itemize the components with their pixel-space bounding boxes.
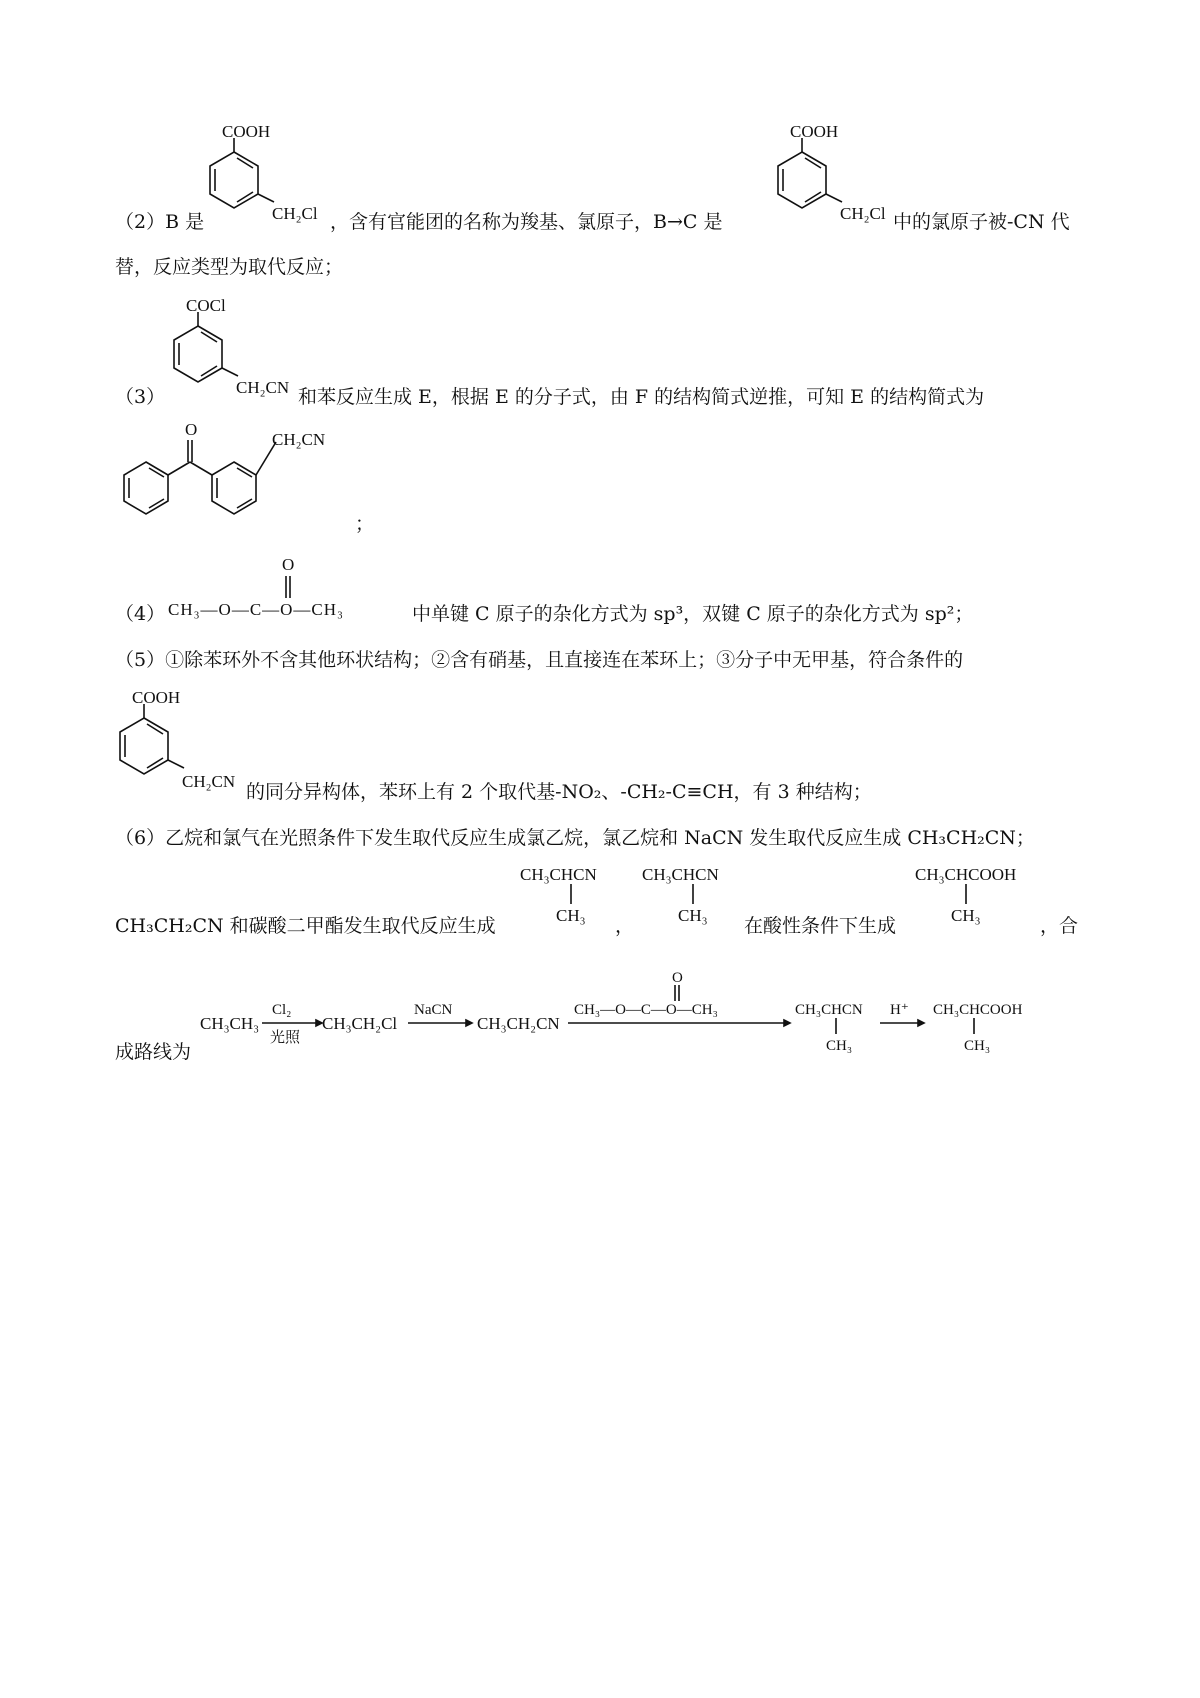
q4-carbonyl-o: O <box>282 555 295 574</box>
q2-line2: 替，反应类型为取代反应； <box>115 256 344 278</box>
q6-prodC-bond <box>963 884 969 906</box>
route-s5-bond <box>971 1018 977 1036</box>
q5-text: 的同分异构体，苯环上有 2 个取代基-NO₂、-CH₂-C≡CH，有 3 种结构； <box>246 781 872 803</box>
route-a2-top: NaCN <box>414 1002 453 1018</box>
q2-c-benzene-ring <box>758 138 848 218</box>
q6-prodA-bottom: CH₃ <box>556 906 586 925</box>
q3-cocl: COCl <box>186 296 226 315</box>
route-s5-top: CH₃CHCOOH <box>933 1002 1023 1018</box>
q2-tail: 中的氯原子被-CN 代 <box>893 211 1070 233</box>
route-arrow-4 <box>880 1018 924 1028</box>
route-a3-top: CH₃—O—C—O—CH₃ <box>574 1002 718 1018</box>
q3-text: 和苯反应生成 E，根据 E 的分子式，由 F 的结构简式逆推，可知 E 的结构简式为 <box>298 386 985 408</box>
route-s4-top: CH₃CHCN <box>795 1002 863 1018</box>
q4-double-bond <box>282 574 302 600</box>
q6-line1: （6）乙烷和氯气在光照条件下发生取代反应生成氯乙烷，氯乙烷和 NaCN 发生取代反应生成 CH₃CH₂CN； <box>115 827 1035 849</box>
q5-benzene-ring <box>100 704 190 784</box>
route-s4-bond <box>833 1018 839 1036</box>
q6-prodB-top: CH₃CHCN <box>642 865 719 884</box>
q5-line1: （5）①除苯环外不含其他环状结构；②含有硝基，且直接连在苯环上；③分子中无甲基，符合条件的 <box>115 649 964 671</box>
q2-b-ch2cl: CH₂Cl <box>272 204 318 223</box>
q2-c-ch2cl: CH₂Cl <box>840 204 886 223</box>
q4-text: 中单键 C 原子的杂化方式为 sp³，双键 C 原子的杂化方式为 sp²； <box>412 603 974 625</box>
q6-route-label: 成路线为 <box>115 1041 192 1063</box>
q2-label: （2）B 是 <box>115 211 205 233</box>
q5-ch2cn: CH₂CN <box>182 772 236 791</box>
route-a1-top: Cl₂ <box>272 1002 292 1018</box>
q6-prodA-bond <box>568 884 574 906</box>
q3-benzene-ring <box>154 312 244 392</box>
q6-prodA-top: CH₃CHCN <box>520 865 597 884</box>
q6-line2-start: CH₃CH₂CN 和碳酸二甲酯发生取代反应生成 <box>115 915 496 937</box>
q5-cooh: COOH <box>132 688 181 707</box>
q3-e-carbonyl-o: O <box>185 420 198 439</box>
q3-end: ； <box>355 513 375 535</box>
q6-line2-end: ，合 <box>1040 915 1079 937</box>
q2-b-benzene-ring <box>190 138 280 218</box>
route-a4-top: H⁺ <box>890 1002 909 1018</box>
q3-ch2cn: CH₂CN <box>236 378 290 397</box>
q4-label: （4） <box>115 603 166 625</box>
q6-prodC-top: CH₃CHCOOH <box>915 865 1017 884</box>
q4-formula: CH₃—O—C—O—CH₃ <box>168 600 344 619</box>
q6-comma: ， <box>615 915 635 937</box>
q3-e-ch2cn: CH₂CN <box>272 430 326 449</box>
route-arrow-1 <box>262 1018 322 1028</box>
route-arrow-3 <box>568 1018 790 1028</box>
route-s3: CH₃CH₂CN <box>477 1014 560 1033</box>
route-s1: CH₃CH₃ <box>200 1014 260 1033</box>
route-s2: CH₃CH₂Cl <box>322 1014 398 1033</box>
q2-b-cooh: COOH <box>222 122 271 141</box>
route-arrow-2 <box>408 1018 472 1028</box>
q6-prodB-bottom: CH₃ <box>678 906 708 925</box>
q6-prodC-bottom: CH₃ <box>951 906 981 925</box>
q2-text: ，含有官能团的名称为羧基、氯原子，B→C 是 <box>330 211 723 233</box>
q3-label: （3） <box>115 386 166 408</box>
q6-prodB-bond <box>690 884 696 906</box>
route-a3-o: O <box>672 970 683 986</box>
route-s4-bottom: CH₃ <box>826 1038 853 1054</box>
route-s5-bottom: CH₃ <box>964 1038 991 1054</box>
q3-e-structure <box>110 438 310 528</box>
q6-line2-mid: 在酸性条件下生成 <box>744 915 897 937</box>
route-a1-bottom: 光照 <box>270 1030 301 1046</box>
q2-c-cooh: COOH <box>790 122 839 141</box>
